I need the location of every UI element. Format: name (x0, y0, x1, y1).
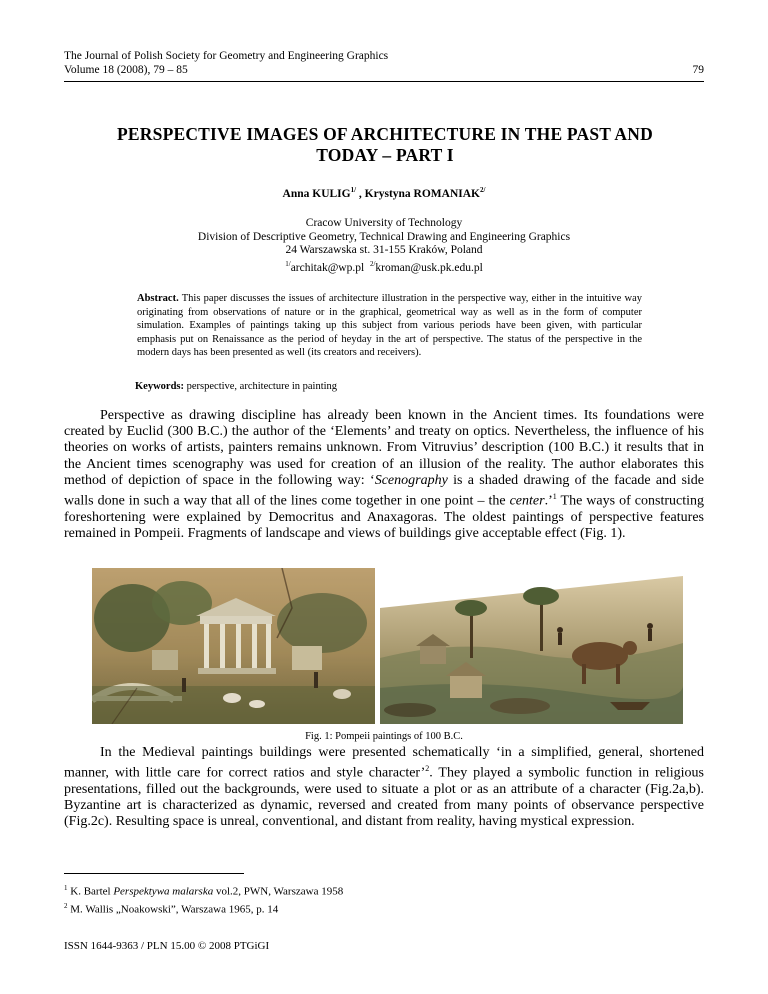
running-header (64, 49, 704, 77)
footnotes (64, 881, 704, 916)
p1-text-3: .’ (544, 493, 553, 509)
authors (64, 186, 704, 200)
p1-italic-scenography: Scenography (374, 472, 448, 488)
footnote-2-number: 2 (64, 901, 68, 910)
paragraph-2 (64, 745, 704, 831)
author-2-mark: 2/ (480, 186, 486, 194)
p2-text-2: . They played a symbolic function in religious presentations, filled out the backgrounds, were used to situate a plot or as an attribute of a character (Fig.2a,b). Byzantine art is characterized as dynamic, reversed and created from many points of observance perspective (Fig.2c). Resulting space is unreal, conventional, and distant from reality, having mystical expression. (64, 765, 704, 830)
author-1: Anna KULIG (282, 187, 351, 200)
footnote-2-text: M. Wallis „Noakowski”, Warszawa 1965, p. 14 (67, 903, 279, 916)
footnote-ref-2: 2 (425, 764, 430, 774)
title-line-2: TODAY – PART I (316, 145, 454, 165)
footnote-rule (64, 873, 244, 874)
p1-italic-center: center (509, 493, 545, 509)
p1-text-4: The ways of constructing foreshortening were explained by Democritus and Anaxagoras. The oldest paintings of perspective features remained in Pompeii. Fragments of landscape and views of buildings give acceptable effect (Fig. 1). (64, 493, 704, 542)
keywords-label: Keywords: (135, 381, 184, 392)
header-rule (64, 81, 704, 82)
email-2-mark: 2/ (369, 259, 376, 268)
paper-title (90, 124, 680, 166)
division: Division of Descriptive Geometry, Technical Drawing and Engineering Graphics (197, 230, 571, 243)
university: Cracow University of Technology (305, 217, 463, 229)
author-2: Krystyna ROMANIAK (364, 187, 480, 200)
address: 24 Warszawska st. 31-155 Kraków, Poland (285, 244, 483, 256)
keywords (135, 381, 337, 392)
keywords-text: perspective, architecture in painting (184, 381, 338, 392)
emails (64, 258, 704, 275)
footnote-1-number: 1 (64, 884, 68, 892)
paragraph-1 (64, 408, 704, 542)
title-line-1: PERSPECTIVE IMAGES OF ARCHITECTURE IN THE PAST AND (117, 124, 653, 144)
email-1[interactable]: architak@wp.pl (290, 261, 365, 274)
p1-text-1: Perspective as drawing discipline has already been known in the Ancient times. Its foundations were created by Euclid (300 B.C.) the author of the ‘Elements’ and treaty on optics. Nevertheless, the influence of his theories on works of artists, painters remains unknown. From Vitruvius’ description (100 B.C.) it results that in the Ancient times scenography was used for creation of an illusion of the reality. The author elaborates this method of depiction of space in the following way: ‘ (64, 408, 704, 488)
footnote-ref-1: 1 (552, 492, 557, 502)
affiliation (64, 217, 704, 275)
footnote-1-publisher: vol.2, PWN, Warszawa 1958 (213, 885, 344, 898)
abstract-label: Abstract. (137, 293, 179, 304)
figure-1 (92, 568, 683, 724)
pompeii-painting-right (380, 568, 683, 724)
footnote-1-title: Perspektywa malarska (113, 885, 214, 898)
email-1-mark: 1/ (285, 259, 291, 268)
abstract-text: This paper discusses the issues of architecture illustration in the perspective way, either in the intuitive way originating from observations of nature or in the graphical, geometrical way as well as in the form of computer simulation. Examples of paintings taking up this subject from various periods have been given, with particular emphasis put on Renaissance as the period of heyday in the art of perspective. The status of the perspective in the modern days has been presented as well (its creators and receivers). (137, 293, 642, 358)
p1-text-2: is a shaded drawing of the facade and side walls done in such a way that all of the lines come together in one point – the (64, 472, 704, 509)
abstract (137, 292, 642, 360)
footnote-2 (64, 899, 704, 917)
author-1-mark: 1/ (350, 186, 357, 194)
figure-1-caption: Fig. 1: Pompeii paintings of 100 B.C. (305, 731, 463, 742)
issn-line: ISSN 1644-9363 / PLN 15.00 © 2008 PTGiGI (64, 940, 270, 952)
email-2[interactable]: kroman@usk.pk.edu.pl (375, 261, 483, 274)
journal-volume: Volume 18 (2008), 79 – 85 (64, 64, 188, 76)
journal-name: The Journal of Polish Society for Geometry and Engineering Graphics (64, 50, 389, 62)
pompeii-painting-left (92, 568, 375, 724)
footnote-1 (64, 881, 704, 899)
page-number: 79 (692, 64, 704, 76)
p2-text-1: In the Medieval paintings buildings were presented schematically ‘in a simplified, general, shortened manner, with little care for correct ratios and style character’ (64, 745, 704, 781)
author-separator: , (356, 187, 365, 200)
footnote-1-author: K. Bartel (67, 885, 114, 898)
